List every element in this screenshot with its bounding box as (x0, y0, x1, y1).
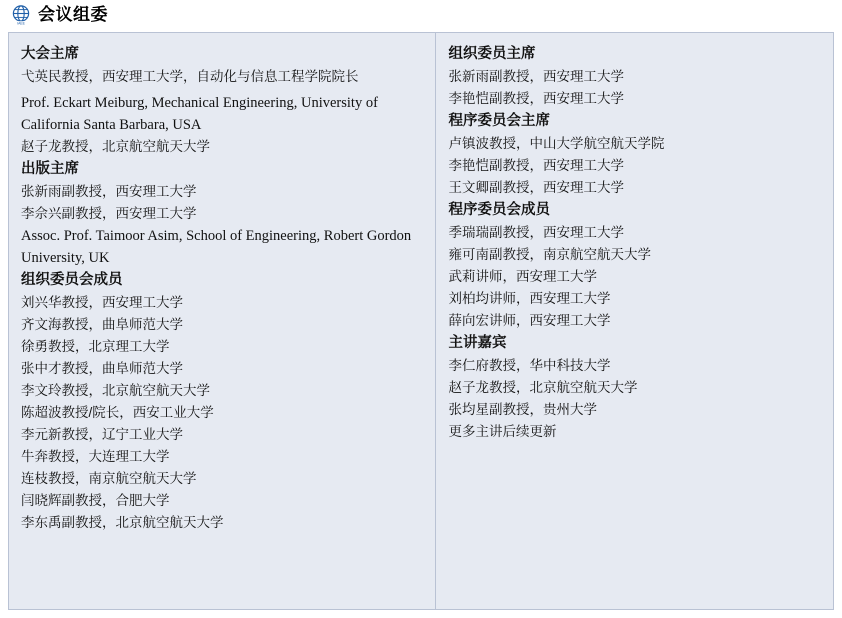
section-title: 程序委员会主席 (448, 113, 550, 129)
section-group (448, 110, 821, 199)
list-item: 武莉讲师，西安理工大学 (448, 269, 597, 284)
list-item: 李艳恺副教授，西安理工大学 (448, 91, 624, 106)
list-item: 张中才教授，曲阜师范大学 (21, 361, 183, 376)
section-group (21, 269, 423, 534)
list-item: 李佘兴副教授，西安理工大学 (21, 206, 197, 221)
list-item: 王文卿副教授，西安理工大学 (448, 180, 624, 195)
list-item: Assoc. Prof. Taimoor Asim, School of Engineering, Robert Gordon University, UK (21, 228, 412, 266)
committee-column-right (436, 33, 833, 609)
list-item: 李文玲教授，北京航空航天大学 (21, 383, 210, 398)
list-item: 连枝教授，南京航空航天大学 (21, 471, 197, 486)
section-title: 主讲嘉宾 (448, 335, 507, 351)
section-title: 组织委员主席 (448, 46, 536, 62)
section-title: 组织委员会成员 (21, 272, 123, 288)
page-header (0, 0, 842, 28)
list-item: 张新雨副教授，西安理工大学 (21, 184, 197, 199)
list-item: 赵子龙教授，北京航空航天大学 (448, 380, 638, 395)
list-item: 齐文海教授，曲阜师范大学 (21, 317, 183, 332)
section-group (448, 199, 821, 332)
committee-panel (8, 32, 834, 610)
list-item: 李艳恺副教授，西安理工大学 (448, 158, 624, 173)
list-item: 卢镇波教授，中山大学航空航天学院 (448, 136, 665, 151)
list-item: 李元新教授，辽宁工业大学 (21, 427, 183, 442)
list-item: 薛向宏讲师，西安理工大学 (448, 313, 611, 328)
section-group (21, 158, 423, 269)
list-item: 陈超波教授/院长，西安工业大学 (21, 405, 214, 420)
list-item: 弋英民教授，西安理工大学，自动化与信息工程学院院长 (21, 69, 359, 84)
list-item: 季瑞瑞副教授，西安理工大学 (448, 225, 624, 240)
list-item: 李仁府教授，华中科技大学 (448, 358, 611, 373)
list-item: 更多主讲后续更新 (448, 424, 557, 439)
list-item: 刘兴华教授，西安理工大学 (21, 295, 183, 310)
section-title: 大会主席 (21, 46, 79, 62)
list-item: Prof. Eckart Meiburg, Mechanical Engineering, University of California Santa Barbara, USA (21, 95, 378, 133)
list-item: 赵子龙教授，北京航空航天大学 (21, 139, 210, 154)
list-item: 徐勇教授，北京理工大学 (21, 339, 170, 354)
globe-icon (10, 4, 32, 26)
section-group (21, 43, 423, 158)
list-item: 闫晓辉副教授，合肥大学 (21, 493, 170, 508)
list-item: 张均星副教授，贵州大学 (448, 402, 597, 417)
list-item: 李东禹副教授，北京航空航天大学 (21, 515, 224, 530)
list-item: 刘柏均讲师，西安理工大学 (448, 291, 611, 306)
section-title: 出版主席 (21, 161, 79, 177)
list-item: 雍可南副教授，南京航空航天大学 (448, 247, 651, 262)
section-title: 程序委员会成员 (448, 202, 550, 218)
svg-text:IAEE: IAEE (17, 21, 25, 26)
section-group (448, 332, 821, 443)
section-group (448, 43, 821, 110)
committee-column-left (9, 33, 436, 609)
list-item: 张新雨副教授，西安理工大学 (448, 69, 624, 84)
list-item: 牛奔教授，大连理工大学 (21, 449, 170, 464)
page-title: 会议组委 (38, 5, 108, 24)
